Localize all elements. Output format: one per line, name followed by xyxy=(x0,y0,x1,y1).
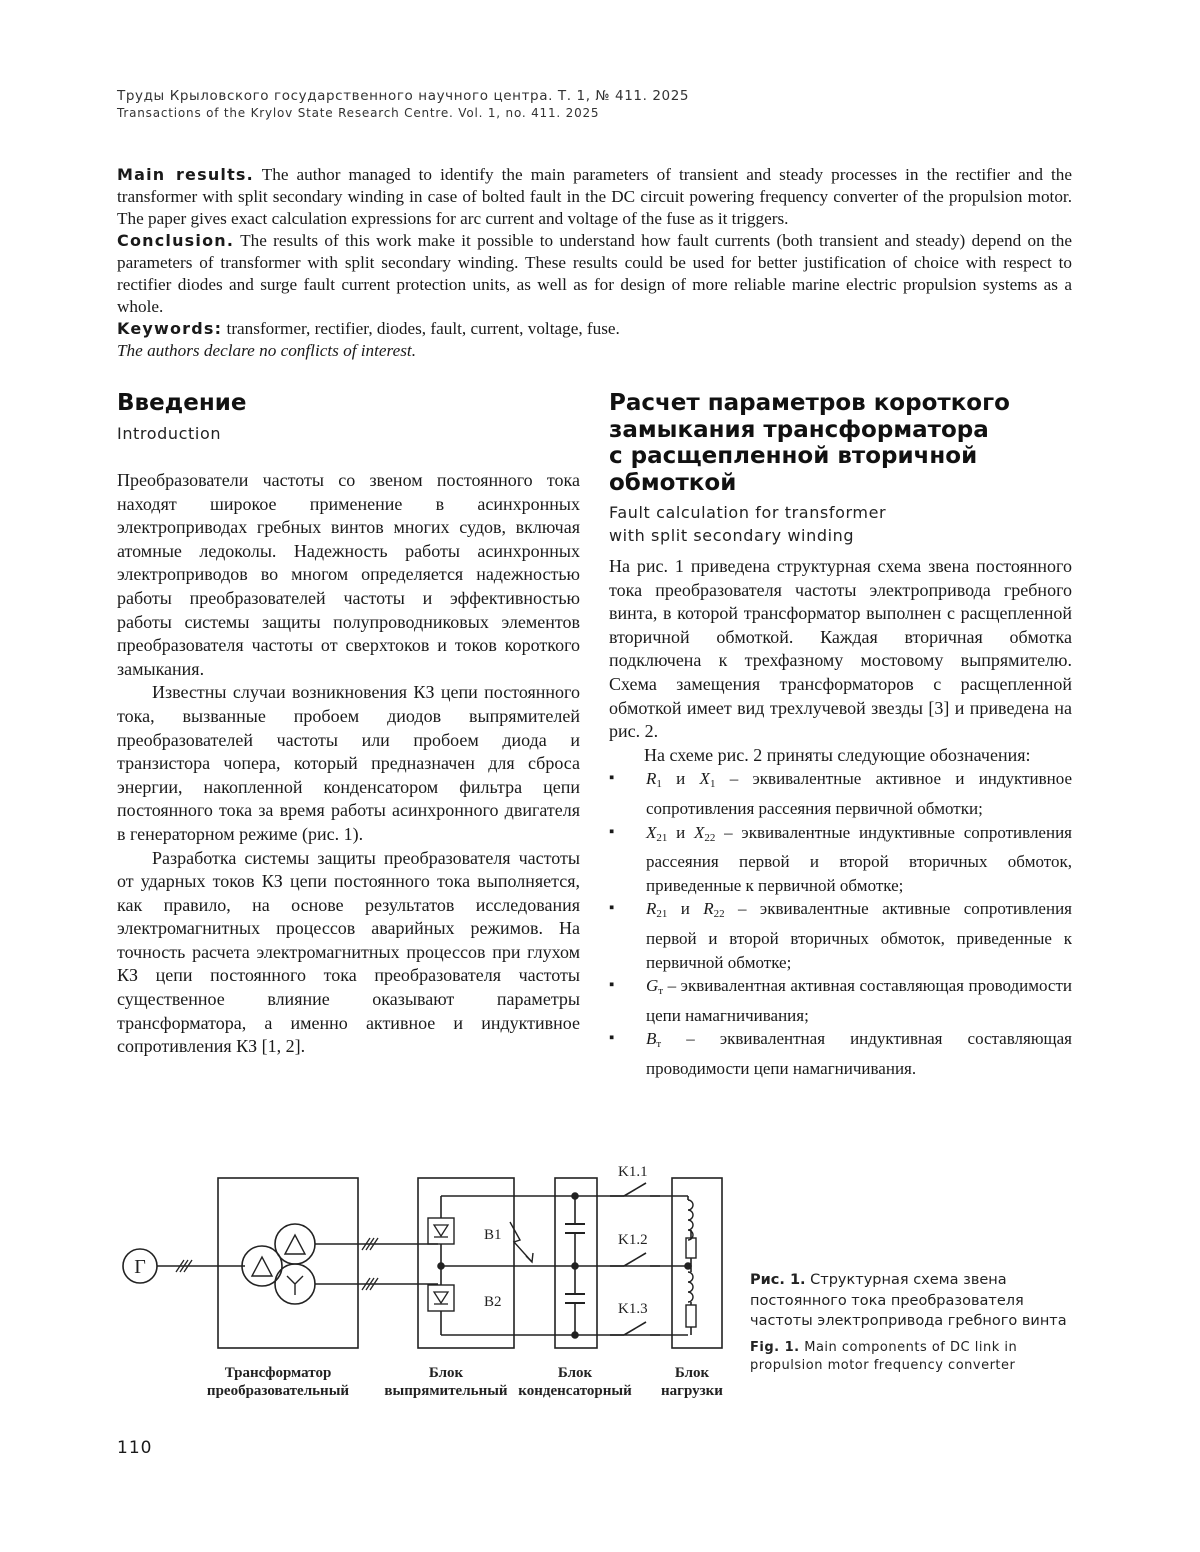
transformer-symbol xyxy=(242,1224,315,1304)
section2-heading-en-line-2: with split secondary winding xyxy=(609,525,855,545)
notation-item: ▪ $X_{21}$ и $X_{22}$ – эквивалентные индуктивные сопротивления рассеяния первой и второй вторичных обмоток, приведенные к первичной обмотке; xyxy=(609,821,1072,898)
rectifier-caption-line-2: выпрямительный xyxy=(384,1383,508,1399)
load-block xyxy=(672,1178,722,1348)
notation-item: ▪ $R_1$ и $X_1$ – эквивалентные активное и индуктивное сопротивления рассеяния первичной обмотки; xyxy=(609,767,1072,820)
diode-bridge-b1 xyxy=(428,1196,454,1244)
rectifier-label-b2: B2 xyxy=(484,1294,502,1310)
switch-k1-3 xyxy=(610,1322,688,1335)
load-resistor-2 xyxy=(686,1305,696,1327)
main-results-label: Main results. xyxy=(117,165,254,184)
load-inductor-2 xyxy=(688,1272,693,1302)
figure-caption-en xyxy=(750,1339,1070,1375)
intro-paragraph-3: Разработка системы защиты преобразователя частоты от ударных токов КЗ цепи постоянного тока выполняется, как правило, на основе результатов исследования электромагнитных процессов аварийных режимов. На точность расчета электромагнитных процессов при глухом КЗ цепи постоянного тока преобразователя частоты существенное влияние оказывают параметры трансформатора, а именно активное и индуктивное сопротивления КЗ [1, 2]. xyxy=(117,847,580,1057)
figure-caption-en-label: Fig. 1. xyxy=(750,1339,800,1355)
section2-heading-line-1: Расчет параметров короткого xyxy=(609,390,1010,416)
section2-heading-line-3: с расщепленной вторичной xyxy=(609,443,978,469)
intro-paragraph-1: Преобразователи частоты со звеном постоянного тока находят широкое применение в асинхронных электроприводах гребных винтов многих судов, включая атомные ледоколы. Надежность работы асинхронных электроприводов во многом определяется надежностью работы преобразователей частоты и эффективностью работы системы защиты полупроводниковых элементов преобразователя частоты от сверхтоков и токов короткого замыкания. xyxy=(117,470,580,679)
notation-item: ▪ $R_{21}$ и $R_{22}$ – эквивалентные активные сопротивления первой и второй вторичных обмоток, приведенные к первичной обмотке; xyxy=(609,897,1072,974)
conflicts-statement: The authors declare no conflicts of interest. xyxy=(117,341,416,360)
section2-heading-line-2: замыкания трансформатора xyxy=(609,416,989,443)
load-caption-line-2: нагрузки xyxy=(661,1383,723,1399)
figure-caption-ru-text: Структурная схема звена постоянного тока преобразователя частоты электропривода гребного винта xyxy=(750,1272,1067,1329)
keywords-text: transformer, rectifier, diodes, fault, current, voltage, fuse. xyxy=(226,319,620,338)
junction xyxy=(685,1263,691,1269)
running-head-en: Transactions of the Krylov State Research Centre. Vol. 1, no. 411. 2025 xyxy=(117,106,600,120)
page-number: 110 xyxy=(117,1438,153,1458)
switch-label-k1-3: K1.3 xyxy=(618,1301,648,1317)
figure-1-caption xyxy=(750,1270,1070,1375)
generator-label: Г xyxy=(134,1256,146,1278)
rectifier-caption-line-1: Блок xyxy=(428,1365,464,1381)
intro-heading-en: Introduction xyxy=(117,423,222,443)
section2-heading-en-line-1: Fault calculation for transformer xyxy=(609,503,887,522)
switch-k1-1 xyxy=(610,1183,688,1196)
switch-label-k1-1: K1.1 xyxy=(618,1164,648,1180)
switch-label-k1-2: K1.2 xyxy=(618,1232,648,1248)
running-head-ru: Труды Крыловского государственного научного центра. Т. 1, № 411. 2025 xyxy=(117,88,690,104)
section2-paragraph-2: На схеме рис. 2 приняты следующие обозначения: xyxy=(644,744,1031,765)
fault-arrowhead xyxy=(526,1253,533,1262)
conclusion-text: The results of this work make it possible to understand how fault currents (both transient and steady) depend on the parameters of transformer with split secondary winding. These results could be used for better justification of choice with respect to rectifier diodes and surge fault current protection units, as well as for design of more reliable marine electric propulsion systems as a whole. xyxy=(117,231,1072,316)
figure-caption-ru xyxy=(750,1270,1070,1332)
figure-caption-ru-label: Рис. 1. xyxy=(750,1272,806,1288)
load-resistor-1 xyxy=(686,1238,696,1258)
capacitor-caption-line-1: Блок xyxy=(557,1365,593,1381)
keywords-label: Keywords: xyxy=(117,319,223,338)
rectifier-block xyxy=(418,1178,514,1348)
main-results-text: The author managed to identify the main parameters of transient and steady processes in the rectifier and the transformer with split secondary winding in case of bolted fault in the DC circuit powering frequency converter of the propulsion motor. The paper gives exact calculation expressions for arc current and voltage of the fuse as it triggers. xyxy=(117,165,1073,228)
rectifier-label-b1: B1 xyxy=(484,1227,502,1243)
three-phase-hatch xyxy=(362,1238,378,1290)
intro-heading-ru: Введение xyxy=(117,390,247,416)
notation-item: ▪ $G_т$ – эквивалентная активная составляющая проводимости цепи намагничивания; xyxy=(609,974,1072,1027)
diode-bridge-b2 xyxy=(428,1285,454,1335)
notation-item: ▪ $B_т$ – эквивалентная индуктивная составляющая проводимости цепи намагничивания. xyxy=(609,1027,1072,1080)
transformer-caption-line-1: Трансформатор xyxy=(224,1365,332,1381)
section2-heading-line-4: обмоткой xyxy=(609,469,737,496)
capacitor-caption-line-2: конденсаторный xyxy=(518,1383,632,1399)
switch-k1-2 xyxy=(610,1253,688,1266)
section2-paragraph-1: На рис. 1 приведена структурная схема звена постоянного тока преобразователя частоты электропривода гребного винта, в которой трансформатор выполнен с расщепленной вторичной обмоткой. Каждая вторичная обмотка подключена к трехфазному мостовому выпрямителю. Схема замещения трансформаторов с расщепленной обмоткой имеет вид трехлучевой звезды [3] и приведена на рис. 2. xyxy=(609,556,1072,742)
intro-paragraph-2: Известны случаи возникновения КЗ цепи постоянного тока, вызванные пробоем диодов выпрямителей преобразователей частоты или пробоем диода и транзистора чопера, который предназначен для сброса энергии, накопленной конденсатором фильтра цепи постоянного тока за время работы асинхронного двигателя в генераторном режиме (рис. 1). xyxy=(117,682,580,844)
figure-caption-en-text: Main components of DC link in propulsion motor frequency converter xyxy=(750,1339,1018,1373)
conclusion-label: Conclusion. xyxy=(117,231,235,250)
generator xyxy=(123,1249,157,1283)
transformer-caption-line-2: преобразовательный xyxy=(206,1383,350,1399)
load-caption-line-1: Блок xyxy=(674,1365,710,1381)
